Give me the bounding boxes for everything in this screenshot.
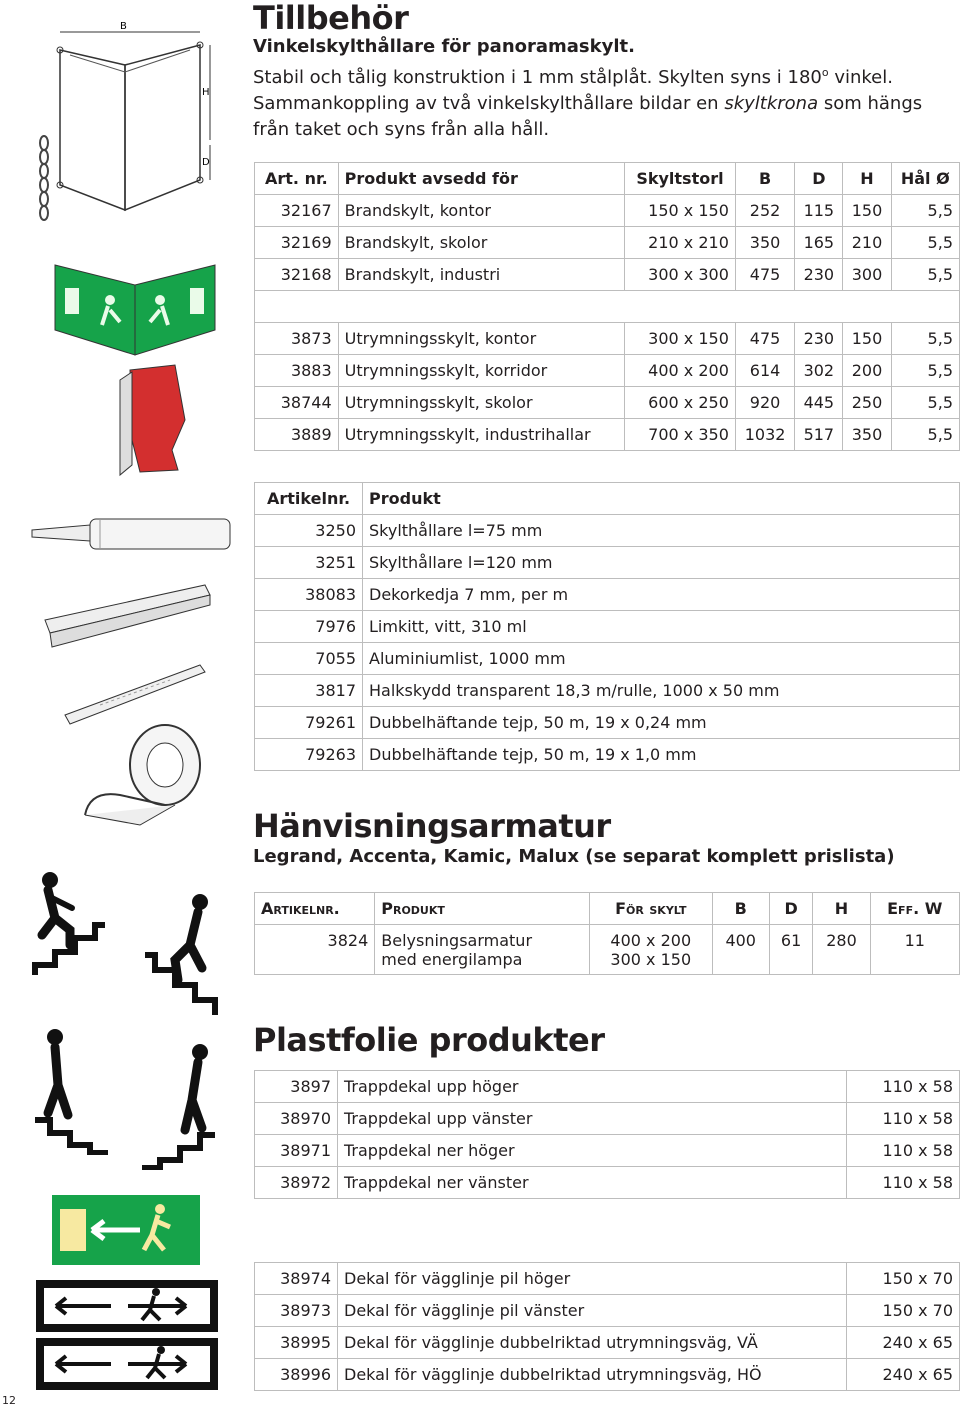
page-number: 12 <box>2 1394 16 1407</box>
column-header: Artikelnr. <box>255 893 375 925</box>
table-cell: 475 <box>735 259 794 291</box>
table-cell: 110 x 58 <box>847 1135 960 1167</box>
table-cell: 3889 <box>255 419 339 451</box>
column-header: D <box>769 893 813 925</box>
table-cell: 38970 <box>255 1103 338 1135</box>
table-cell: 5,5 <box>891 259 959 291</box>
table-cell: Skylthållare l=120 mm <box>363 547 960 579</box>
exit-sign-arrow-left <box>52 1195 200 1265</box>
chain-icon <box>36 135 52 225</box>
table-cell: 38995 <box>255 1327 338 1359</box>
table-cell: 200 <box>843 355 891 387</box>
table-row <box>255 419 960 451</box>
table-row <box>255 1263 960 1295</box>
table-row <box>255 355 960 387</box>
table-row <box>255 925 960 975</box>
table-row <box>255 547 960 579</box>
table-cell: Halkskydd transparent 18,3 m/rulle, 1000 x 50 mm <box>363 675 960 707</box>
column-header: B <box>712 893 769 925</box>
wall-decal-arrow-right <box>36 1280 218 1332</box>
table-row <box>255 227 960 259</box>
table-cell: 230 <box>795 259 843 291</box>
section-title-tillbehor: Tillbehör <box>253 0 409 37</box>
table-cell: 5,5 <box>891 195 959 227</box>
table-cell: 115 <box>795 195 843 227</box>
section-subtitle: Vinkelskylthållare för panoramaskylt. <box>253 36 635 57</box>
table-cell: 230 <box>795 323 843 355</box>
table-cell: 445 <box>795 387 843 419</box>
table-cell: 38972 <box>255 1167 338 1199</box>
table-cell: 5,5 <box>891 323 959 355</box>
table-cell: 38744 <box>255 387 339 419</box>
column-header: Artikelnr. <box>255 483 363 515</box>
table-cell: 5,5 <box>891 227 959 259</box>
table-cell: 240 x 65 <box>847 1327 960 1359</box>
diagram-label-h: H <box>202 87 210 98</box>
table-row <box>255 1167 960 1199</box>
column-header: Art. nr. <box>255 163 339 195</box>
panorama-sign-green <box>50 250 220 360</box>
table-row <box>255 1103 960 1135</box>
table-cell: 3883 <box>255 355 339 387</box>
table-cell: 614 <box>735 355 794 387</box>
table-cell: 350 <box>843 419 891 451</box>
table-cell: Trappdekal upp höger <box>338 1071 847 1103</box>
diagram-label-b: B <box>120 21 127 32</box>
table-row <box>255 259 960 291</box>
table-cell: Dubbelhäftande tejp, 50 m, 19 x 1,0 mm <box>363 739 960 771</box>
luminaire-table <box>254 892 960 975</box>
table-cell: Utrymningsskylt, kontor <box>338 323 624 355</box>
cell-h: 280 <box>813 925 870 975</box>
table-cell: 150 x 70 <box>847 1263 960 1295</box>
column-header: B <box>735 163 794 195</box>
table-cell: 7055 <box>255 643 363 675</box>
table-cell: 3873 <box>255 323 339 355</box>
cell-d: 61 <box>769 925 813 975</box>
table-cell: 400 x 200 <box>625 355 736 387</box>
stair-sign-down-left <box>140 1040 220 1170</box>
diagram-label-d: D <box>202 157 210 168</box>
table-row <box>255 195 960 227</box>
table-cell: 250 <box>843 387 891 419</box>
table-cell: 38973 <box>255 1295 338 1327</box>
table-row <box>255 1295 960 1327</box>
angle-bracket-diagram <box>30 10 230 220</box>
table-cell: Limkitt, vitt, 310 ml <box>363 611 960 643</box>
table-cell: 32168 <box>255 259 339 291</box>
table-cell: 38974 <box>255 1263 338 1295</box>
table-cell: 150 x 150 <box>625 195 736 227</box>
table-cell: Dekal för vägglinje pil höger <box>338 1263 847 1295</box>
table-cell: 600 x 250 <box>625 387 736 419</box>
table-cell: 350 <box>735 227 794 259</box>
cell-product: Belysningsarmatur med energilampa <box>375 925 590 975</box>
table-row <box>255 515 960 547</box>
table-row <box>255 739 960 771</box>
table-cell: 38083 <box>255 579 363 611</box>
table-cell: 79263 <box>255 739 363 771</box>
caulk-tube-icon <box>30 515 240 555</box>
tape-roll-icon <box>80 720 210 830</box>
table-cell: Dekal för vägglinje pil vänster <box>338 1295 847 1327</box>
table-row <box>255 643 960 675</box>
table-cell: 165 <box>795 227 843 259</box>
table-row <box>255 579 960 611</box>
table-cell: 240 x 65 <box>847 1359 960 1391</box>
table-row <box>255 1327 960 1359</box>
table-cell: 920 <box>735 387 794 419</box>
section2-subtitle: Legrand, Accenta, Kamic, Malux (se separat komplett prislista) <box>253 846 895 867</box>
table-cell: Utrymningsskylt, industrihallar <box>338 419 624 451</box>
column-header: H <box>843 163 891 195</box>
wall-decal-arrow-left <box>36 1338 218 1390</box>
intro-paragraph: Stabil och tålig konstruktion i 1 mm stålplåt. Skylten syns i 180$^o$ vinkel. Sammankoppling av två vinkelskylthållare bildar en skyltkrona som hängs från taket och syns från alla håll. <box>253 66 923 140</box>
table-cell: Utrymningsskylt, skolor <box>338 387 624 419</box>
table-cell: 5,5 <box>891 387 959 419</box>
spacer-cell <box>255 291 960 323</box>
table-row <box>255 611 960 643</box>
column-header: Produkt <box>375 893 590 925</box>
cell-b: 400 <box>712 925 769 975</box>
table-cell: Dekorkedja 7 mm, per m <box>363 579 960 611</box>
table-cell: 302 <box>795 355 843 387</box>
table-row <box>255 1359 960 1391</box>
table-cell: 700 x 350 <box>625 419 736 451</box>
table-row <box>255 707 960 739</box>
table-cell: 38996 <box>255 1359 338 1391</box>
red-bracket <box>110 360 200 480</box>
table-cell: 79261 <box>255 707 363 739</box>
table-cell: 110 x 58 <box>847 1167 960 1199</box>
accessory-table <box>254 482 960 771</box>
spacer-row <box>255 291 960 323</box>
table-row <box>255 1071 960 1103</box>
table-cell: Trappdekal ner höger <box>338 1135 847 1167</box>
table-cell: Aluminiumlist, 1000 mm <box>363 643 960 675</box>
table-cell: 3897 <box>255 1071 338 1103</box>
stair-sign-down-right <box>30 1025 110 1155</box>
table-cell: 3250 <box>255 515 363 547</box>
table-cell: Brandskylt, industri <box>338 259 624 291</box>
table-cell: 300 <box>843 259 891 291</box>
holder-table <box>254 162 960 451</box>
section-title-plastfolie: Plastfolie produkter <box>253 1021 605 1059</box>
section-title-hanvisningsarmatur: Hänvisningsarmatur <box>253 807 611 845</box>
table-row <box>255 323 960 355</box>
table-cell: 32167 <box>255 195 339 227</box>
table-cell: 7976 <box>255 611 363 643</box>
column-header: Produkt <box>363 483 960 515</box>
table-cell: 3251 <box>255 547 363 579</box>
cell-sign-size: 400 x 200 300 x 150 <box>589 925 712 975</box>
table-cell: 210 <box>843 227 891 259</box>
table-cell: 300 x 150 <box>625 323 736 355</box>
column-header: Eff. W <box>870 893 959 925</box>
table-cell: 1032 <box>735 419 794 451</box>
table-cell: 5,5 <box>891 355 959 387</box>
column-header: Produkt avsedd för <box>338 163 624 195</box>
table-cell: 3817 <box>255 675 363 707</box>
table-cell: 517 <box>795 419 843 451</box>
table-cell: 150 x 70 <box>847 1295 960 1327</box>
table-row <box>255 675 960 707</box>
cell-art: 3824 <box>255 925 375 975</box>
table-cell: 110 x 58 <box>847 1103 960 1135</box>
table-cell: 38971 <box>255 1135 338 1167</box>
table-cell: Trappdekal ner vänster <box>338 1167 847 1199</box>
column-header: H <box>813 893 870 925</box>
table-cell: Brandskylt, skolor <box>338 227 624 259</box>
column-header: För skylt <box>589 893 712 925</box>
table-cell: 32169 <box>255 227 339 259</box>
table-row <box>255 1135 960 1167</box>
table-cell: Dekal för vägglinje dubbelriktad utrymningsväg, HÖ <box>338 1359 847 1391</box>
cell-w: 11 <box>870 925 959 975</box>
stair-sign-up-left <box>140 890 220 1020</box>
table-cell: Utrymningsskylt, korridor <box>338 355 624 387</box>
table-cell: 252 <box>735 195 794 227</box>
column-header: D <box>795 163 843 195</box>
wall-decal-table <box>254 1262 960 1391</box>
table-cell: 210 x 210 <box>625 227 736 259</box>
table-cell: Dubbelhäftande tejp, 50 m, 19 x 0,24 mm <box>363 707 960 739</box>
table-cell: Brandskylt, kontor <box>338 195 624 227</box>
table-row <box>255 387 960 419</box>
column-header: Hål Ø <box>891 163 959 195</box>
table-cell: 475 <box>735 323 794 355</box>
stair-sign-up-right <box>30 870 110 980</box>
table-cell: Dekal för vägglinje dubbelriktad utrymningsväg, VÄ <box>338 1327 847 1359</box>
table-cell: Trappdekal upp vänster <box>338 1103 847 1135</box>
stair-decal-table <box>254 1070 960 1199</box>
table-cell: 150 <box>843 323 891 355</box>
table-cell: 150 <box>843 195 891 227</box>
column-header: Skyltstorl <box>625 163 736 195</box>
table-cell: 300 x 300 <box>625 259 736 291</box>
table-cell: 5,5 <box>891 419 959 451</box>
table-cell: 110 x 58 <box>847 1071 960 1103</box>
table-cell: Skylthållare l=75 mm <box>363 515 960 547</box>
